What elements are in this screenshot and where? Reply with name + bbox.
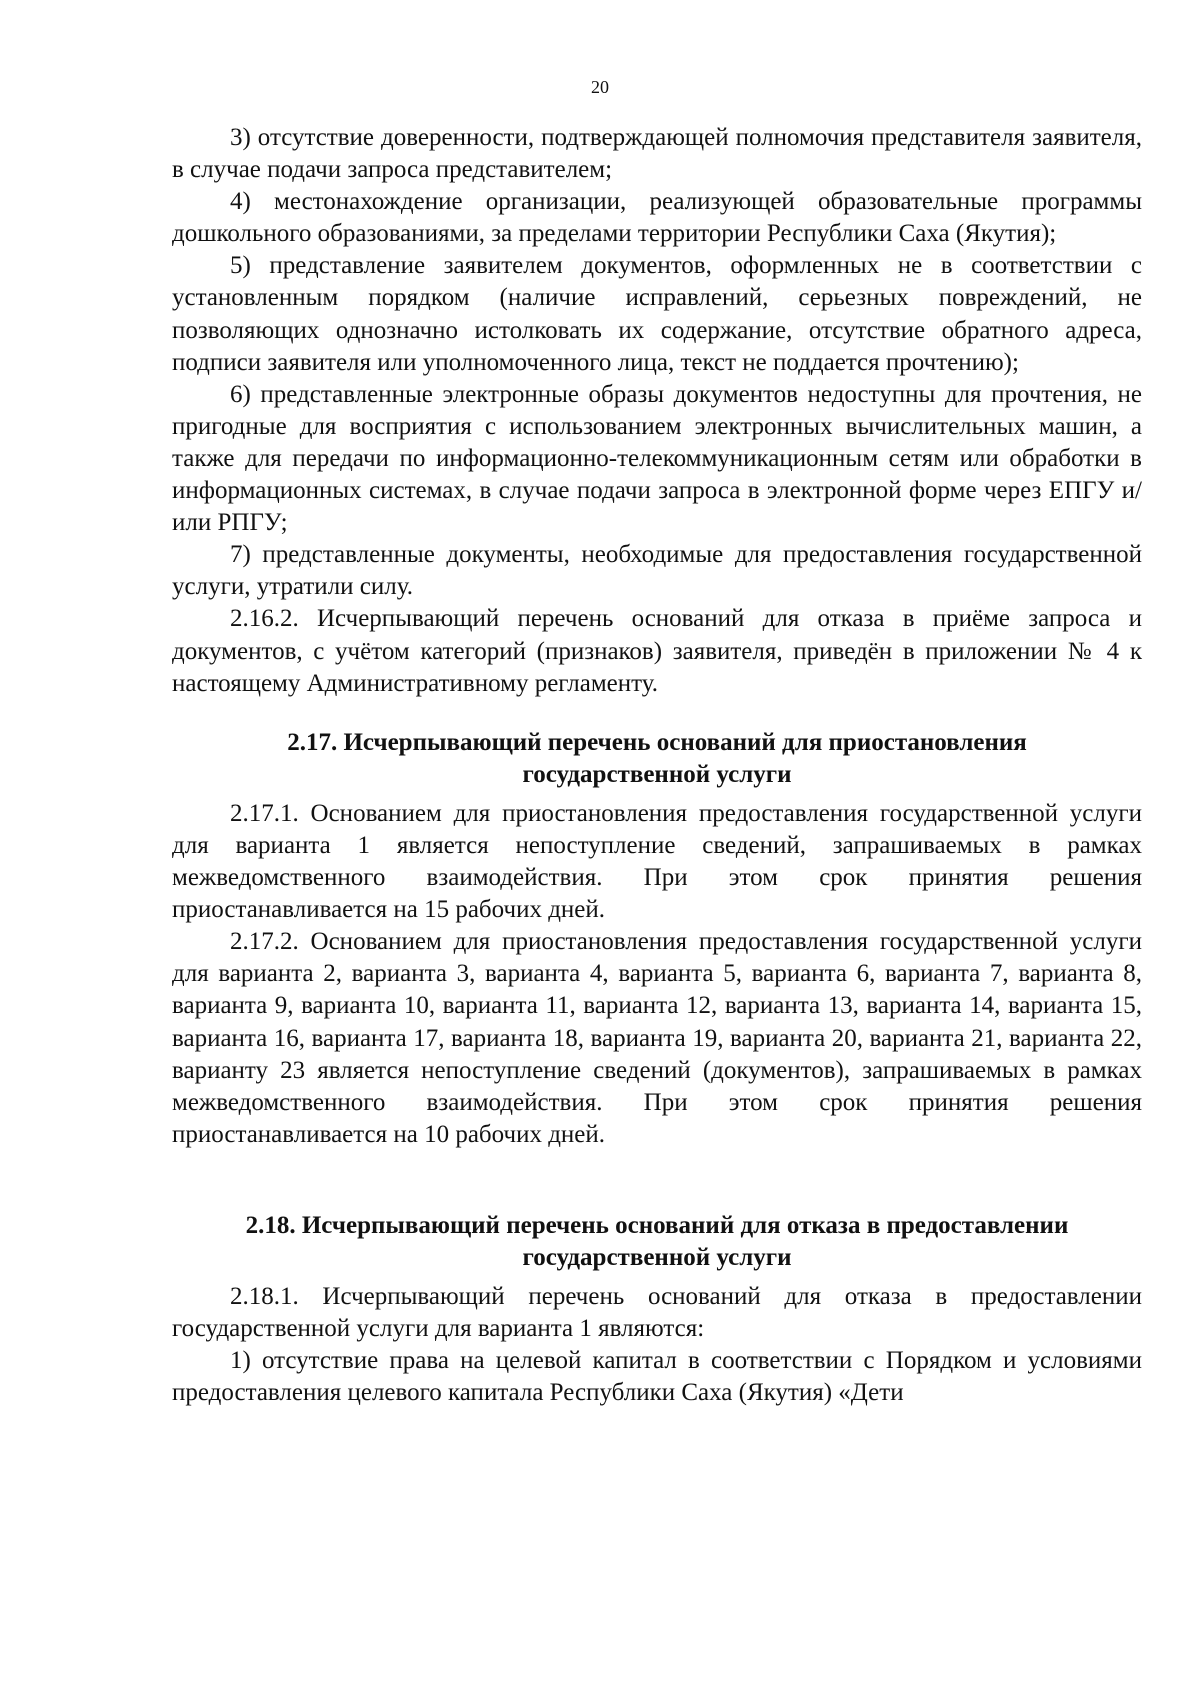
spacer [172,1274,1142,1281]
paragraph-item-5: 5) представление заявителем документов, оформленных не в соответствии с установленным порядком (наличие исправлений, серьезных повреждений, не позволяющих однозначно истолковать их содержание, отсутствие обратного адреса, подписи заявителя или уполномоченного лица, текст не поддается прочтению); [172,252,1142,376]
paragraph-item-7: 7) представленные документы, необходимые для предоставления государственной услуги, утратили силу. [172,541,1142,601]
paragraph-2-16-2: 2.16.2. Исчерпывающий перечень оснований для отказа в приёме запроса и документов, с учётом категорий (признаков) заявителя, приведён в приложении № 4 к настоящему Административному регламенту. [172,605,1142,697]
spacer [172,791,1142,798]
section-heading-2-18 [172,1210,1142,1274]
paragraph-item-4: 4) местонахождение организации, реализующей образовательные программы дошкольного образованиями, за пределами территории Республики Саха (Якутия); [172,188,1142,248]
section-heading-line: государственной услуги [522,760,792,788]
document-body [172,122,1142,1409]
page-number: 20 [591,77,609,97]
paragraph-2-18-1-item-1: 1) отсутствие права на целевой капитал в соответствии с Порядком и условиями предоставления целевого капитала Республики Саха (Якутия) «Дети [172,1347,1142,1407]
section-heading-line: 2.17. Исчерпывающий перечень оснований для приостановления [287,728,1027,756]
section-heading-line: государственной услуги [522,1244,792,1271]
paragraph-2-18-1: 2.18.1. Исчерпывающий перечень оснований для отказа в предоставлении государственной услуги для варианта 1 являются: [172,1283,1142,1343]
section-heading-line: 2.18. Исчерпывающий перечень оснований для отказа в предоставлении [245,1211,1069,1239]
paragraph-item-3: 3) отсутствие доверенности, подтверждающей полномочия представителя заявителя, в случае подачи запроса представителем; [172,124,1142,184]
spacer [172,700,1142,727]
section-heading-2-17 [172,727,1142,791]
paragraph-2-17-2: 2.17.2. Основанием для приостановления предоставления государственной услуги для варианта 2, варианта 3, варианта 4, варианта 5, варианта 6, варианта 7, варианта 8, варианта 9, варианта 10, варианта 11, варианта 12, варианта 13, варианта 14, варианта 15, варианта 16, варианта 17, варианта 18, варианта 19, варианта 20, варианта 21, варианта 22, варианту 23 является непоступление сведений (документов), запрашиваемых в рамках межведомственного взаимодействия. При этом срок принятия решения приостанавливается на 10 рабочих дней. [172,928,1142,1148]
spacer [172,1151,1142,1210]
paragraph-2-17-1: 2.17.1. Основанием для приостановления предоставления государственной услуги для варианта 1 является непоступление сведений, запрашиваемых в рамках межведомственного взаимодействия. При этом срок принятия решения приостанавливается на 15 рабочих дней. [172,799,1142,924]
paragraph-item-6: 6) представленные электронные образы документов недоступны для прочтения, не пригодные для восприятия с использованием электронных вычислительных машин, а также для передачи по информационно-телекоммуникационным сетям или обработки в информационных системах, в случае подачи запроса в электронной форме через ЕПГУ и/или РПГУ; [172,380,1142,537]
